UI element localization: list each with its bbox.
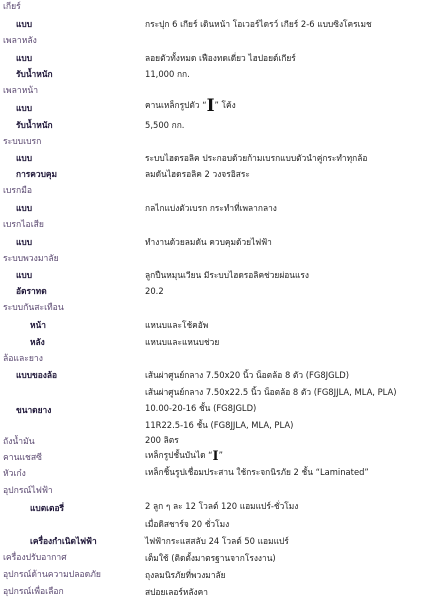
front-axle-load-value: 5,500 กก. — [145, 120, 185, 130]
steering-ratio-value: 20.2 — [145, 286, 164, 296]
gear-type-value: กระปุก 6 เกียร์ เดินหน้า โอเวอร์ไดรว์ เกียร์ 2-6 แบบซิงโครเมช — [145, 19, 372, 29]
suspension-front-value: แหนบและโช้คอัพ — [145, 320, 209, 330]
rear-axle-type-label: แบบ — [16, 53, 33, 63]
safety-heading: อุปกรณ์ด้านความปลอดภัย — [3, 570, 101, 580]
front-axle-heading: เพลาหน้า — [3, 86, 39, 96]
generator-value: ไฟฟ้ากระแสสลับ 24 โวลต์ 50 แอมแปร์ — [145, 536, 289, 546]
steering-type-value: ลูกปืนหมุนเวียน มีระบบไฮดรอลิคช่วยผ่อนแรง — [145, 270, 309, 280]
accessory-value: สปอยเลอร์หลังคา — [145, 587, 208, 597]
battery-value-2: เมื่อดิสชาร์จ 20 ชั่วโมง — [145, 519, 230, 529]
hand-brake-heading: เบรกมือ — [3, 186, 33, 196]
brake-control-value: ลมดันไฮดรอลิค 2 วงจรอิสระ — [145, 169, 250, 179]
front-axle-type-value: คานเหล็กรูปตัว “I” โค้ง — [145, 96, 236, 116]
steering-type-label: แบบ — [16, 270, 33, 280]
ladder-frame-glyph: I — [212, 449, 219, 464]
accessory-heading: อุปกรณ์เพื่อเลือก — [3, 587, 64, 597]
fuel-tank-heading: ถังน้ำมัน — [3, 437, 35, 447]
exhaust-brake-type-label: แบบ — [16, 237, 33, 247]
hand-brake-type-value: กลไกแบ่งตัวเบรก กระทำที่เพลากลาง — [145, 203, 277, 213]
i-beam-glyph: I — [206, 96, 215, 116]
front-axle-load-label: รับน้ำหนัก — [16, 120, 53, 130]
exhaust-brake-type-value: ทำงานด้วยลมดัน ควบคุมด้วยไฟฟ้า — [145, 237, 272, 247]
brake-heading: ระบบเบรก — [3, 137, 42, 147]
suspension-front-label: หน้า — [30, 320, 46, 330]
brake-control-label: การควบคุม — [16, 169, 58, 179]
generator-label: เครื่องกำเนิดไฟฟ้า — [30, 536, 97, 546]
gear-heading: เกียร์ — [3, 2, 21, 12]
wheel-type-value-2: เส้นผ่าศูนย์กลาง 7.50x22.5 นิ้ว น็อตล้อ 8 ตัว (FG8JJLA, MLA, PLA) — [145, 387, 397, 397]
brake-type-label: แบบ — [16, 153, 33, 163]
rear-axle-heading: เพลาหลัง — [3, 36, 37, 46]
tire-size-label: ขนาดยาง — [16, 405, 52, 415]
battery-label: แบตเตอรี่ — [30, 503, 64, 513]
front-axle-type-label: แบบ — [16, 103, 33, 113]
safety-value: ถุงลมนิรภัยที่พวงมาลัย — [145, 570, 226, 580]
wheels-heading: ล้อและยาง — [3, 354, 43, 364]
rear-axle-type-value: ลอยตัวทั้งหมด เฟืองทดเดี่ยว ไฮปอยด์เกียร์ — [145, 53, 296, 63]
wheel-type-label: แบบของล้อ — [16, 370, 58, 380]
air-conditioner-value: เต็มใช้ (ติดตั้งมาตรฐานจากโรงงาน) — [145, 553, 276, 563]
steering-ratio-label: อัตราทด — [16, 286, 47, 296]
tire-size-value-2: 11R22.5-16 ชั้น (FG8JJLA, MLA, PLA) — [145, 420, 294, 430]
hand-brake-type-label: แบบ — [16, 203, 33, 213]
battery-value-1: 2 ลูก ๆ ละ 12 โวลต์ 120 แอมแปร์-ชั่วโมง — [145, 501, 299, 511]
suspension-rear-value: แหนบและแหนบช่วย — [145, 337, 220, 347]
electrical-heading: อุปกรณ์ไฟฟ้า — [3, 486, 53, 496]
cab-heading: หัวเก๋ง — [3, 469, 26, 479]
cab-value: เหล็กชิ้นรูปเชื่อมประสาน ใช้กระจกนิรภัย 2 ชั้น “Laminated” — [145, 467, 369, 477]
suspension-rear-label: หลัง — [30, 337, 45, 347]
exhaust-brake-heading: เบรกไอเสีย — [3, 220, 44, 230]
chassis-value: เหล็กรูปชั้นบันได “I” — [145, 449, 223, 464]
brake-type-value: ระบบไฮดรอลิค ประกอบด้วยก้ามเบรกแบบตัวนำคู่กระทำทุกล้อ — [145, 153, 368, 163]
tire-size-value-1: 10.00-20-16 ชั้น (FG8JGLD) — [145, 403, 257, 413]
wheel-type-value-1: เส้นผ่าศูนย์กลาง 7.50x20 นิ้ว น็อตล้อ 8 ตัว (FG8JGLD) — [145, 370, 349, 380]
steering-heading: ระบบพวงมาลัย — [3, 254, 59, 264]
suspension-heading: ระบบกันสะเทือน — [3, 303, 64, 313]
chassis-heading: คานแชสซี — [3, 453, 42, 463]
fuel-tank-value: 200 ลิตร — [145, 435, 179, 445]
gear-type-label: แบบ — [16, 19, 33, 29]
air-conditioner-heading: เครื่องปรับอากาศ — [3, 553, 67, 563]
rear-axle-load-label: รับน้ำหนัก — [16, 69, 53, 79]
rear-axle-load-value: 11,000 กก. — [145, 69, 190, 79]
